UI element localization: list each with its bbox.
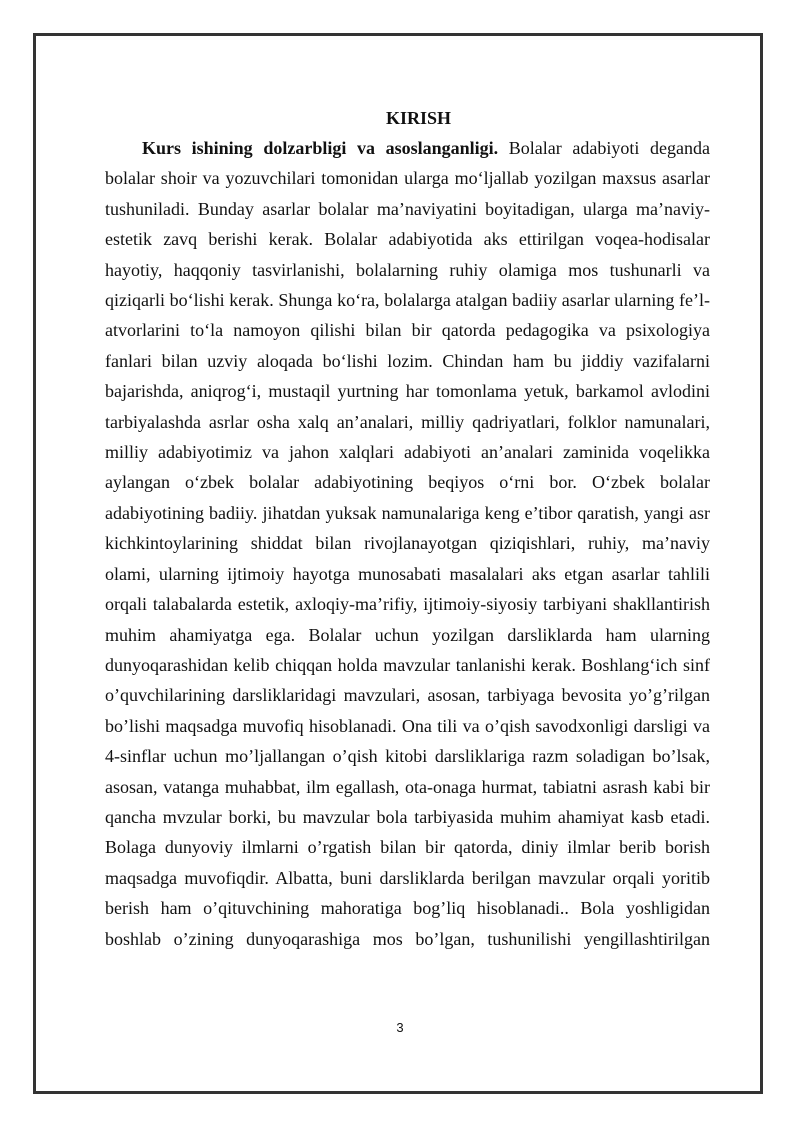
body-paragraph: [105, 133, 710, 954]
paragraph-text: Bolalar adabiyoti deganda bolalar shoir va yozuvchilari tomonidan ularga mo‘ljallab yozilgan maxsus asarlar tushuniladi. Bunday asarlar bolalar ma’naviyatini boyitadigan, ularga ma’naviy-estetik zavq berishi kerak. Bolalar adabiyotida aks ettirilgan voqea-hodisalar hayotiy, haqqoniy tasvirlanishi, bolalarning ruhiy olamiga mos tushunarli va qiziqarli bo‘lishi kerak. Shunga ko‘ra, bolalarga atalgan badiiy asarlar ularning fe’l-atvorlarini to‘la namoyon qilishi bilan bir qatorda pedagogika va psixologiya fanlari bilan uzviy aloqada bo‘lishi lozim. Chindan ham bu jiddiy vazifalarni bajarishda, aniqrog‘i, mustaqil yurtning har tomonlama yetuk, barkamol avlodini tarbiyalashda asrlar osha xalq an’analari, milliy qadriyatlari, folklor namunalari, milliy adabiyotimiz va jahon xalqlari adabiyoti an’analari zaminida voqelikka aylangan o‘zbek bolalar adabiyotining beqiyos o‘rni bor. O‘zbek bolalar adabiyotining badiiy. jihatdan yuksak namunalariga keng e’tibor qaratish, yangi asr kichkintoylarining shiddat bilan rivojlanayotgan qiziqishlari, ruhiy, ma’naviy olami, ularning ijtimoiy hayotga munosabati masalalari aks etgan asarlar tahlili orqali talabalarda estetik, axloqiy-ma’rifiy, ijtimoiy-siyosiy tarbiyani shakllantirish muhim ahamiyatga ega. Bolalar uchun yozilgan darsliklarda ham ularning dunyoqarashidan kelib chiqqan holda mavzular tanlanishi kerak. Boshlang‘ich sinf o’quvchilarining darsliklaridagi mavzulari, asosan, tarbiyaga bevosita yo’g’rilgan bo’lishi maqsadga muvofiq hisoblanadi. Ona tili va o’qish savodxonligi darsligi va 4-sinflar uchun mo’ljallangan o’qish kitobi darsliklariga razm soladigan bo’lsak, asosan, vatanga muhabbat, ilm egallash, ota-onaga hurmat, tabiatni asrash kabi bir qancha mvzular borki, bu mavzular bola tarbiyasida muhim ahamiyat kasb etadi. Bolaga dunyoviy ilmlarni o’rgatish bilan bir qatorda, diniy ilmlar berib borish maqsadga muvofiqdir. Albatta, buni darsliklarda berilgan mavzular orqali yoritib berish ham o’qituvchining mahoratiga bog’liq hisoblanadi.. Bola yoshligidan boshlab o’zining dunyoqarashiga mos bo’lgan, tushunilishi yengillashtirilgan: [105, 138, 710, 949]
lead-heading: Kurs ishining dolzarbligi va asoslanganligi.: [142, 138, 499, 158]
document-body: [105, 103, 710, 954]
page-number: 3: [396, 1020, 404, 1035]
document-title: KIRISH: [385, 108, 452, 128]
